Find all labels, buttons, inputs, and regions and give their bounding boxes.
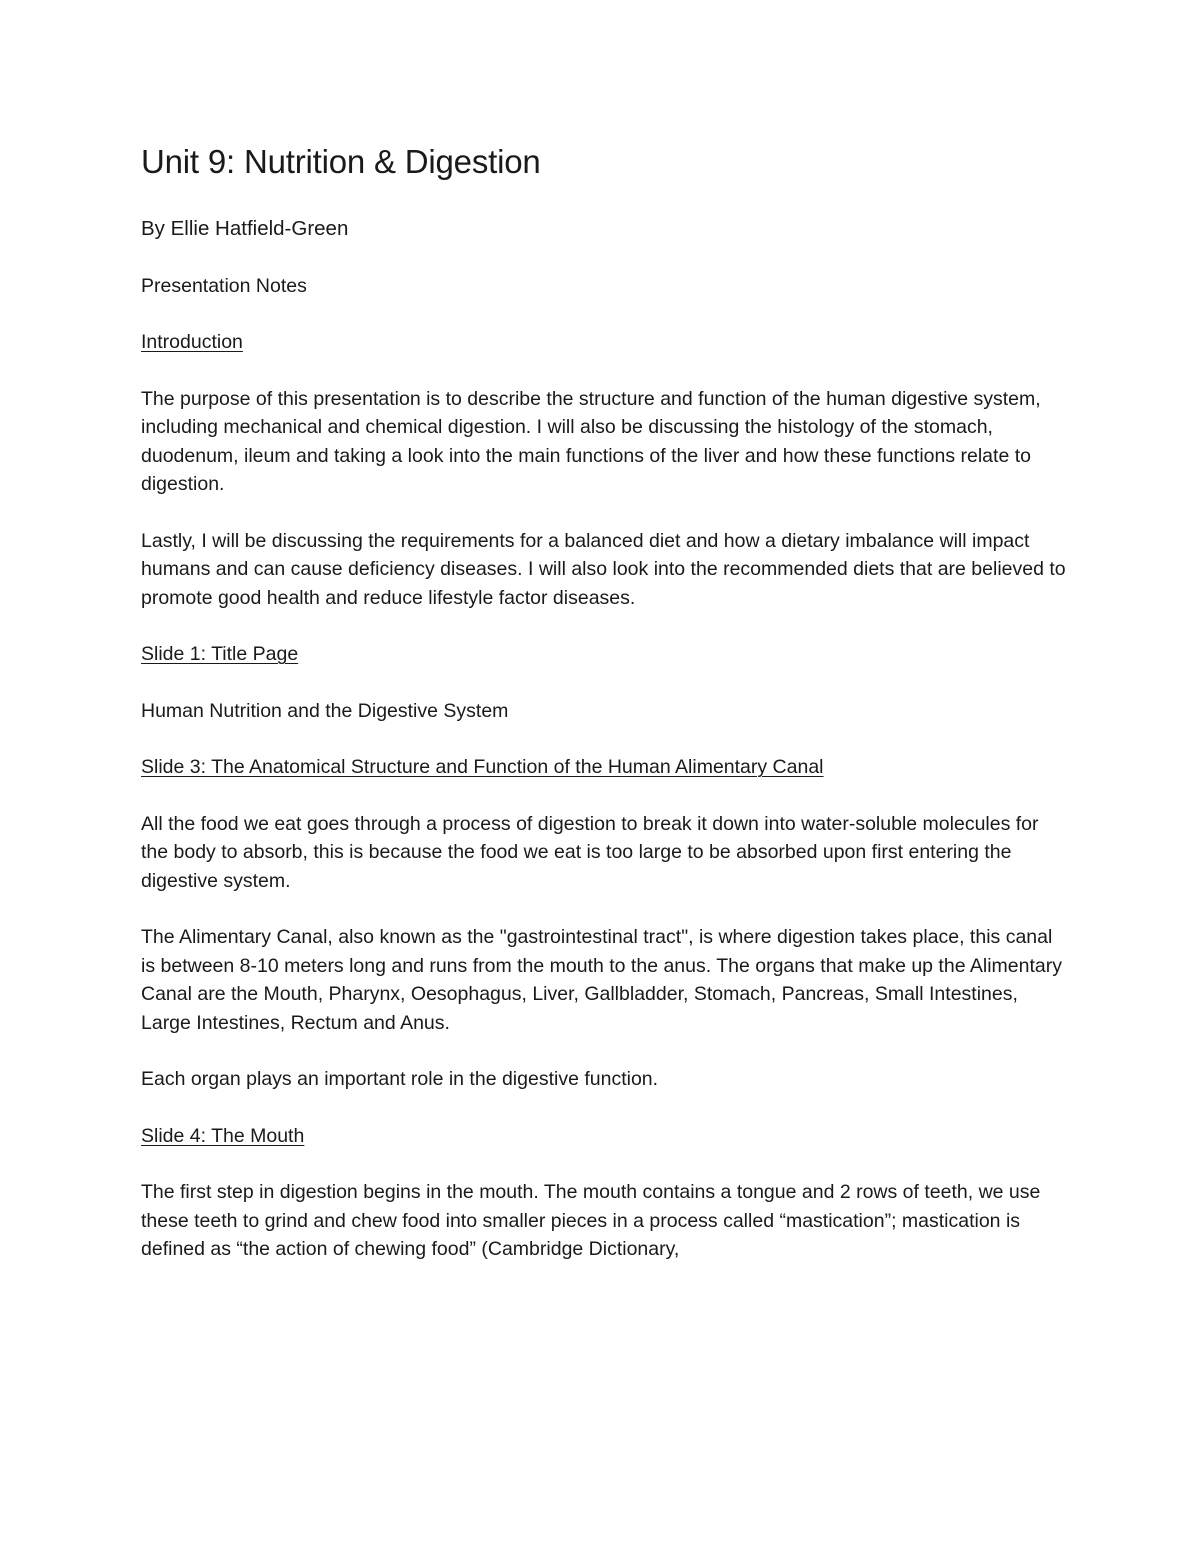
paragraph: Lastly, I will be discussing the requirements for a balanced diet and how a dietary imbalance will impact humans and can cause deficiency diseases. I will also look into the recommended diets that are believed to promote good health and reduce lifestyle factor diseases. [141,529,1066,609]
document-title: Unit 9: Nutrition & Digestion [141,143,541,180]
section-heading-slide-1: Slide 1: Title Page [141,643,299,665]
paragraph: All the food we eat goes through a process of digestion to break it down into water-soluble molecules for the body to absorb, this is because the food we eat is too large to be absorbed upon first entering the digestive system. [141,812,1039,892]
paragraph: Human Nutrition and the Digestive System [141,699,509,722]
paragraph: The purpose of this presentation is to describe the structure and function of the human digestive system, including mechanical and chemical digestion. I will also be discussing the histology of the stomach, duodenum, ileum and taking a look into the main functions of the liver and how these functions relate to digestion. [141,387,1041,495]
document-body [141,140,1071,1292]
section-heading-introduction: Introduction [141,331,243,353]
paragraph: Each organ plays an important role in the digestive function. [141,1068,659,1090]
paragraph: The Alimentary Canal, also known as the "gastrointestinal tract", is where digestion takes place, this canal is between 8-10 meters long and runs from the mouth to the anus. The organs that make up the Alimentary Canal are the Mouth, Pharynx, Oesophagus, Liver, Gallbladder, Stomach, Pancreas, Small Intestines, Large Intestines, Rectum and Anus. [141,926,1062,1034]
section-heading-slide-3: Slide 3: The Anatomical Structure and Function of the Human Alimentary Canal [141,756,824,778]
author-line: By Ellie Hatfield-Green [141,217,349,240]
document-note: Presentation Notes [141,274,307,297]
paragraph: The first step in digestion begins in the mouth. The mouth contains a tongue and 2 rows of teeth, we use these teeth to grind and chew food into smaller pieces in a process called “mastication”; mastication is defined as “the action of chewing food” (Cambridge Dictionary, [141,1181,1041,1260]
section-heading-slide-4: Slide 4: The Mouth [141,1124,305,1147]
